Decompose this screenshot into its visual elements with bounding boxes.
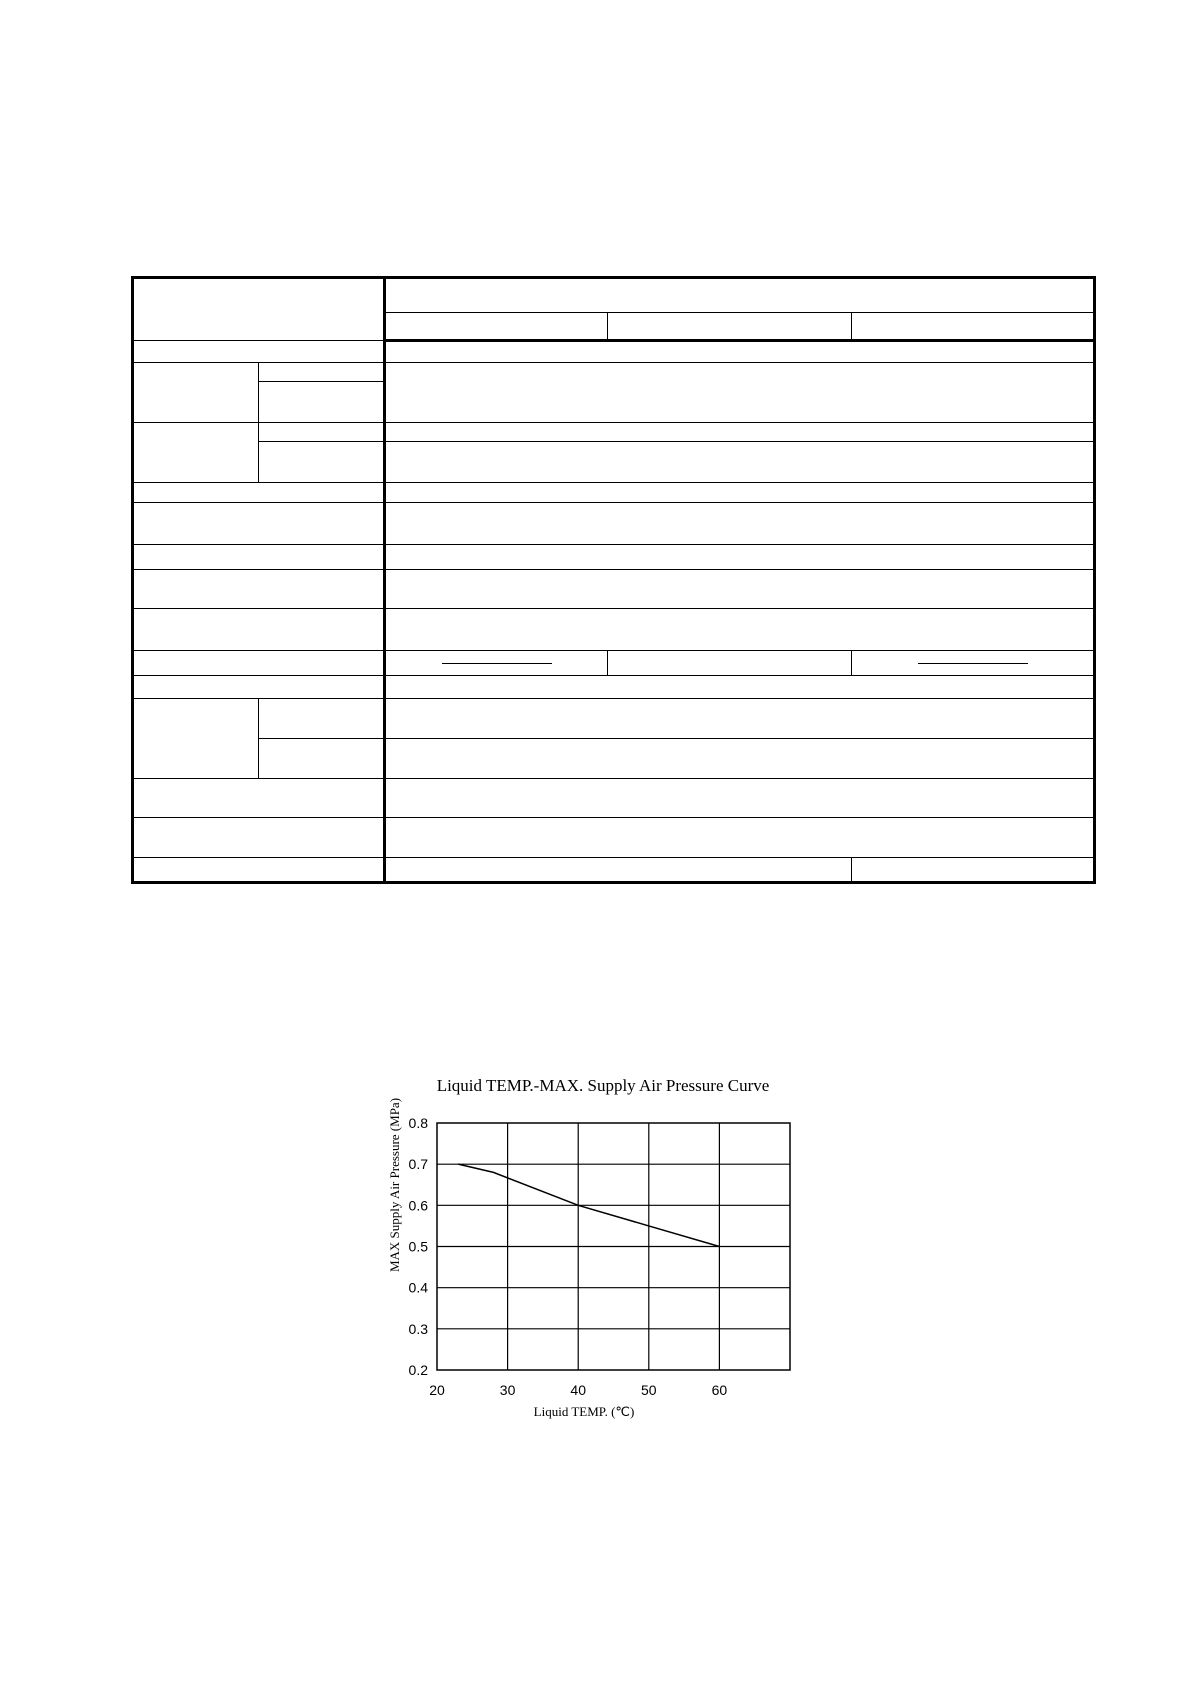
- table-row: [133, 779, 1095, 818]
- row-value: [385, 442, 1095, 483]
- table-row: [133, 699, 1095, 739]
- row-group-label: [133, 363, 259, 423]
- chart-title: Liquid TEMP.-MAX. Supply Air Pressure Curve: [436, 1076, 770, 1095]
- table-row: [133, 341, 1095, 363]
- table-row: [133, 651, 1095, 676]
- row-sub-label: [259, 699, 385, 739]
- row-group-label: [133, 699, 259, 779]
- row-sub-label: [259, 423, 385, 442]
- row-sub-label: [259, 363, 385, 382]
- row-label: [133, 676, 385, 699]
- header-model-col-1: [385, 313, 608, 341]
- table-row: [133, 609, 1095, 651]
- table-row: [133, 818, 1095, 858]
- spec-table: [131, 276, 1096, 884]
- row-value-col-3: [852, 858, 1095, 883]
- row-label: [133, 651, 385, 676]
- table-row: [133, 278, 1095, 313]
- series-line: [458, 1164, 719, 1246]
- x-tick-label: 30: [499, 1382, 516, 1398]
- row-value-col-2: [608, 651, 852, 676]
- x-tick-label: 60: [711, 1382, 728, 1398]
- x-tick-label: 40: [570, 1382, 586, 1398]
- y-tick-label: 0.5: [408, 1238, 428, 1255]
- x-tick-label: 20: [429, 1382, 445, 1398]
- table-row: [133, 858, 1095, 883]
- row-value: [385, 503, 1095, 545]
- row-value: [385, 341, 1095, 363]
- x-axis-label: Liquid TEMP. (℃): [533, 1404, 635, 1419]
- row-value: [385, 545, 1095, 570]
- header-model-cell: [385, 278, 1095, 313]
- table-row: [133, 503, 1095, 545]
- table-row: [133, 545, 1095, 570]
- x-axis-ticks: [429, 1382, 727, 1398]
- x-tick-label: 50: [641, 1382, 657, 1398]
- row-label: [133, 483, 385, 503]
- row-sub-label: [259, 739, 385, 779]
- row-value: [385, 609, 1095, 651]
- row-value-col-1: [385, 651, 608, 676]
- row-sub-label: [259, 442, 385, 483]
- plot-frame: [437, 1123, 790, 1370]
- y-tick-label: 0.8: [408, 1115, 428, 1131]
- table-row: [133, 442, 1095, 483]
- row-value: [385, 676, 1095, 699]
- row-value: [385, 699, 1095, 739]
- chart-series: [458, 1164, 719, 1246]
- chart-grid: [437, 1123, 790, 1370]
- row-value-col-3: [852, 651, 1095, 676]
- not-applicable-dash: [918, 663, 1028, 664]
- y-tick-label: 0.7: [408, 1156, 428, 1173]
- row-label: [133, 858, 385, 883]
- header-model-col-2: [608, 313, 852, 341]
- row-value: [385, 423, 1095, 442]
- row-value: [385, 570, 1095, 609]
- row-value: [385, 363, 1095, 423]
- y-tick-label: 0.2: [408, 1362, 428, 1378]
- y-tick-label: 0.3: [408, 1320, 428, 1337]
- row-label: [133, 609, 385, 651]
- row-label: [133, 503, 385, 545]
- table-row: [133, 363, 1095, 382]
- header-model-col-3: [852, 313, 1095, 341]
- row-label: [133, 545, 385, 570]
- table-row: [133, 676, 1095, 699]
- header-label-cell: [133, 278, 385, 341]
- row-sub-label: [259, 382, 385, 423]
- row-value: [385, 739, 1095, 779]
- y-axis-label: MAX Supply Air Pressure (MPa): [387, 1097, 402, 1273]
- y-tick-label: 0.4: [408, 1279, 428, 1296]
- table-row: [133, 483, 1095, 503]
- table-row: [133, 739, 1095, 779]
- row-label: [133, 570, 385, 609]
- y-tick-label: 0.6: [408, 1197, 428, 1214]
- row-value: [385, 858, 852, 883]
- row-label: [133, 341, 385, 363]
- row-value: [385, 779, 1095, 818]
- row-value: [385, 483, 1095, 503]
- row-group-label: [133, 423, 259, 483]
- row-label: [133, 818, 385, 858]
- table-row: [133, 423, 1095, 442]
- row-label: [133, 779, 385, 818]
- y-axis-ticks: [409, 1115, 429, 1378]
- row-value: [385, 818, 1095, 858]
- table-row: [133, 570, 1095, 609]
- not-applicable-dash: [442, 663, 552, 664]
